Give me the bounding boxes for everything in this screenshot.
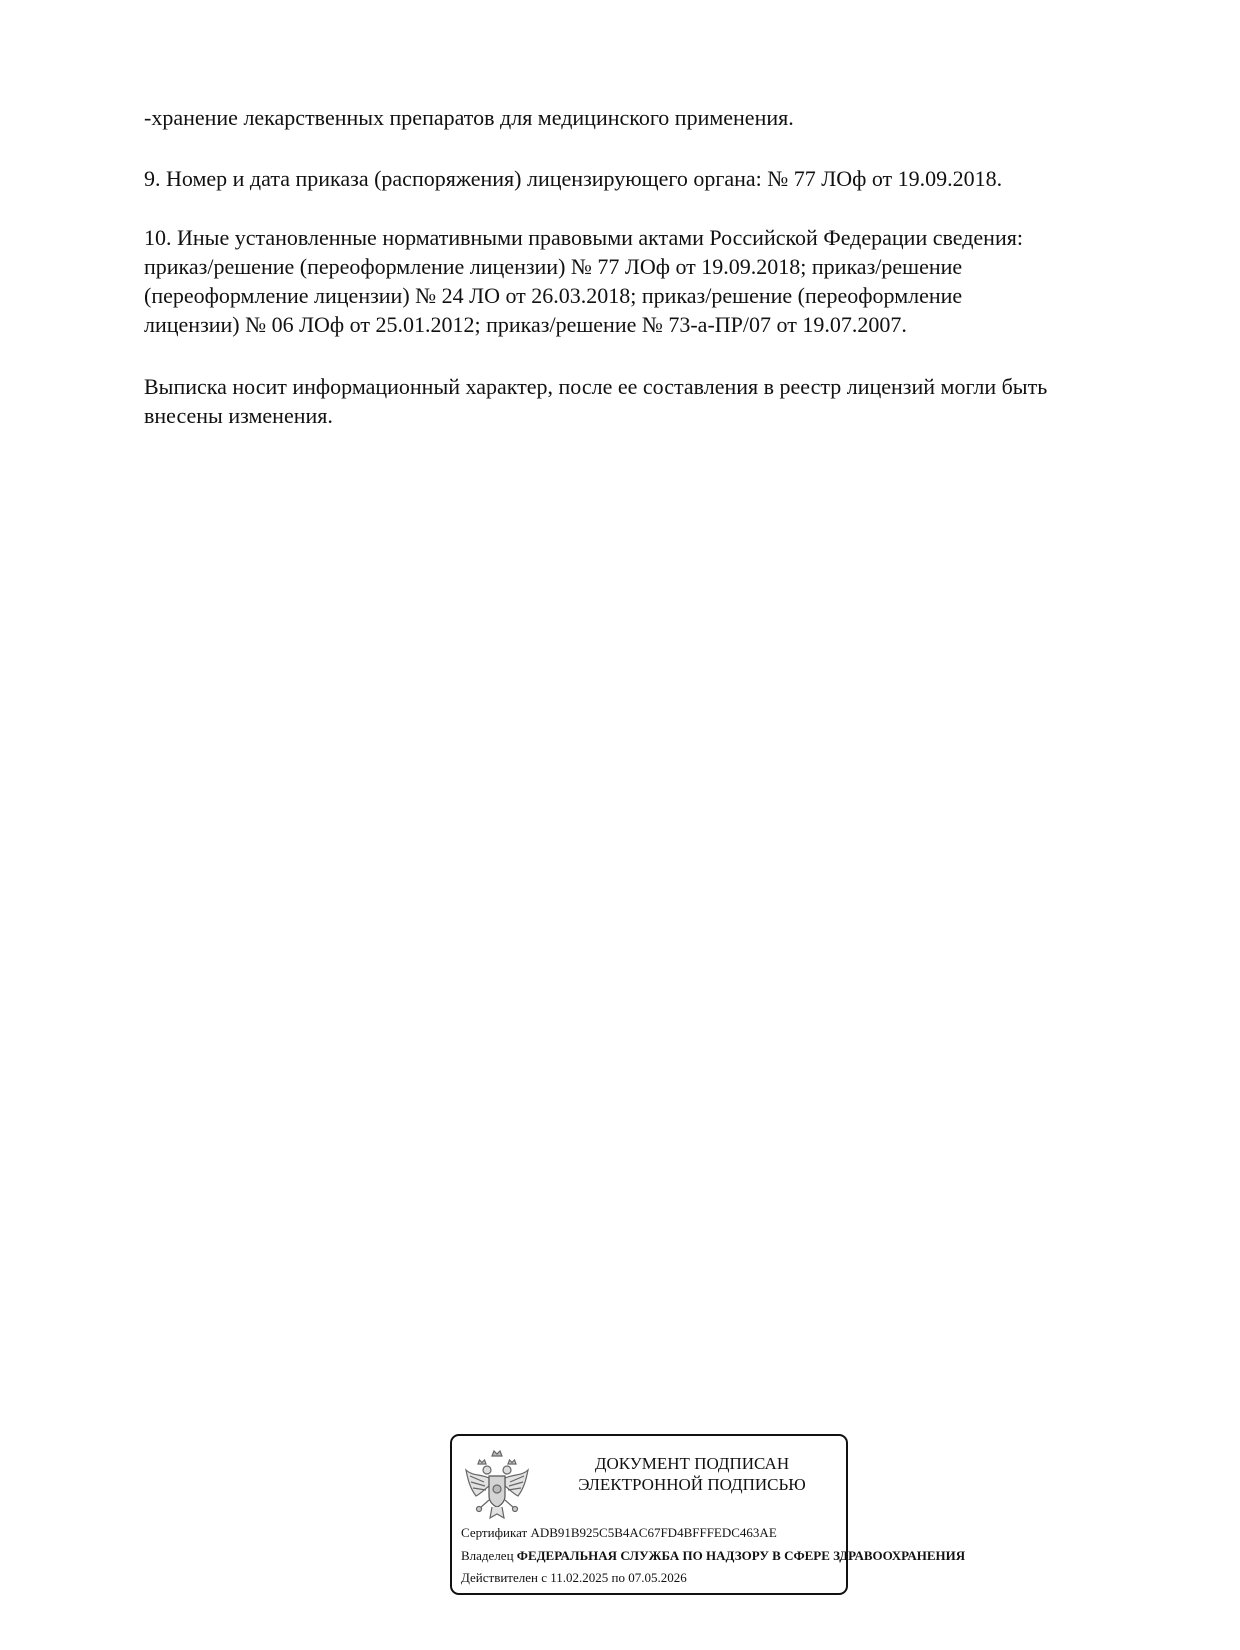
stamp-title-line1: ДОКУМЕНТ ПОДПИСАН <box>594 1454 790 1473</box>
paragraph-order-number <box>144 164 1154 193</box>
owner-value: ФЕДЕРАЛЬНАЯ СЛУЖБА ПО НАДЗОРУ В СФЕРЕ ЗДРАВООХРАНЕНИЯ <box>516 1548 966 1563</box>
paragraph-other-info <box>144 223 1154 339</box>
text-line: лицензии) № 06 ЛОф от 25.01.2012; приказ/решение № 73-а-ПР/07 от 19.07.2007. <box>144 312 907 337</box>
russian-coat-of-arms-icon <box>462 1444 532 1528</box>
text-line: (переоформление лицензии) № 24 ЛО от 26.03.2018; приказ/решение (переоформление <box>144 283 963 308</box>
certificate-row <box>461 1524 777 1541</box>
text-line: внесены изменения. <box>144 403 333 428</box>
text-line: Выписка носит информационный характер, после ее составления в реестр лицензий могли быть <box>144 374 1048 399</box>
text-line: приказ/решение (переоформление лицензии) № 77 ЛОф от 19.09.2018; приказ/решение <box>144 254 963 279</box>
owner-row <box>461 1547 965 1564</box>
stamp-title-line2: ЭЛЕКТРОННОЙ ПОДПИСЬЮ <box>578 1475 806 1494</box>
certificate-label: Сертификат <box>461 1525 528 1540</box>
text-line: -хранение лекарственных препаратов для медицинского применения. <box>144 105 794 130</box>
paragraph-storage-activity <box>144 103 1154 132</box>
electronic-signature-stamp <box>450 1434 966 1595</box>
owner-label: Владелец <box>461 1548 514 1563</box>
text-line: 9. Номер и дата приказа (распоряжения) лицензирующего органа: № 77 ЛОф от 19.09.2018. <box>144 166 1003 191</box>
certificate-value: ADB91B925C5B4AC67FD4BFFFEDC463AE <box>530 1525 777 1540</box>
validity-row: Действителен с 11.02.2025 по 07.05.2026 <box>461 1570 687 1585</box>
text-line: 10. Иные установленные нормативными правовыми актами Российской Федерации сведения: <box>144 225 1023 250</box>
paragraph-disclaimer <box>144 372 1154 430</box>
